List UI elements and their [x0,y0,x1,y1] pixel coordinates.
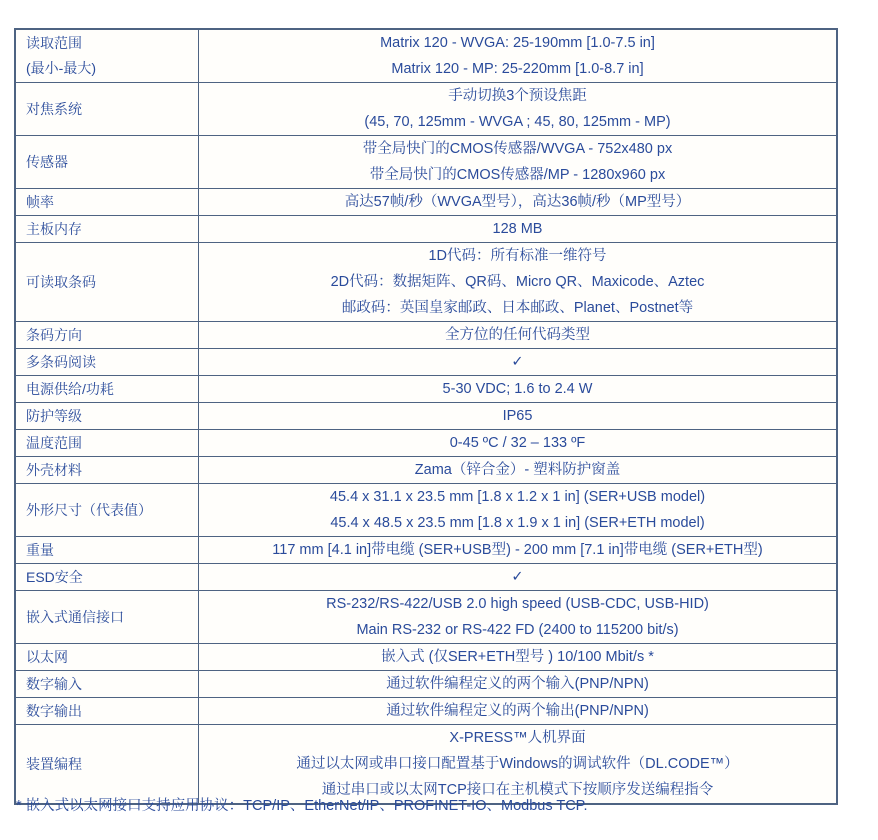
spec-row [16,83,836,136]
spec-value-line: 带全局快门的CMOS传感器/WVGA - 752x480 px [362,141,673,157]
spec-label-line: 传感器 [26,153,68,170]
spec-label [16,484,199,536]
spec-label [16,376,199,402]
spec-label [16,349,199,375]
spec-value-line: 0-45 ºC / 32 – 133 ºF [449,435,586,451]
spec-value [199,136,836,188]
spec-value-line: IP65 [502,408,533,424]
spec-label-line: 装置编程 [26,755,82,772]
spec-label-line: 帧率 [26,193,54,210]
spec-value-line: 117 mm [4.1 in]带电缆 (SER+USB型) - 200 mm [7.1 in]带电缆 (SER+ETH型) [272,542,763,558]
spec-label-line: 外壳材料 [26,461,82,478]
spec-label-line: 以太网 [26,648,68,665]
spec-value [199,216,836,242]
spec-value-line: ✓ [511,569,524,585]
spec-row [16,243,836,322]
spec-label [16,698,199,724]
spec-row [16,671,836,698]
spec-label [16,136,199,188]
spec-label-line: 数字输出 [26,702,82,719]
spec-value [199,457,836,483]
spec-value-line: RS-232/RS-422/USB 2.0 high speed (USB-CDC, USB-HID) [326,596,709,612]
spec-value-line: 嵌入式 (仅SER+ETH型号 ) 10/100 Mbit/s * [381,649,654,665]
spec-value [199,349,836,375]
spec-value-line: 通过软件编程定义的两个输入(PNP/NPN) [386,676,649,692]
spec-label-line: 电源供给/功耗 [26,380,114,397]
spec-value-line: 全方位的任何代码类型 [445,327,590,343]
spec-value [199,30,836,82]
spec-label [16,671,199,697]
spec-label-line: 防护等级 [26,407,82,424]
spec-value [199,725,836,803]
spec-value-line: Matrix 120 - WVGA: 25-190mm [1.0-7.5 in] [380,35,655,51]
spec-value [199,564,836,590]
spec-value [199,322,836,348]
spec-value-line: 通过以太网或串口接口配置基于Windows的调试软件（DL.CODE™） [296,756,739,772]
spec-row [16,698,836,725]
spec-row [16,537,836,564]
spec-value [199,376,836,402]
spec-value-line: 邮政码：英国皇家邮政、日本邮政、Planet、Postnet等 [341,300,694,316]
spec-row [16,322,836,349]
spec-label-line: 主板内存 [26,220,82,237]
spec-row [16,484,836,537]
spec-label [16,644,199,670]
spec-label [16,243,199,321]
spec-value-line: Main RS-232 or RS-422 FD (2400 to 115200 bit/s) [356,622,679,638]
spec-value-line: 1D代码：所有标准一维符号 [428,248,607,264]
spec-label [16,725,199,803]
spec-label-line: (最小-最大) [26,60,96,76]
spec-label-line: ESD安全 [26,568,83,585]
spec-value-line: 通过软件编程定义的两个输出(PNP/NPN) [386,703,649,719]
spec-value [199,644,836,670]
spec-row [16,564,836,591]
spec-value-line: 通过串口或以太网TCP接口在主机模式下按顺序发送编程指令 [321,782,714,798]
spec-label-line: 可读取条码 [26,273,96,290]
spec-value-line: 5-30 VDC; 1.6 to 2.4 W [442,381,593,397]
spec-value-line: 高达57帧/秒（WVGA型号），高达36帧/秒（MP型号） [344,194,691,210]
spec-value-line: X-PRESS™人机界面 [449,730,586,746]
spec-label [16,216,199,242]
spec-label-line: 外形尺寸（代表值） [26,501,152,518]
spec-row [16,216,836,243]
spec-value-line: 带全局快门的CMOS传感器/MP - 1280x960 px [369,167,666,183]
spec-label [16,189,199,215]
spec-label [16,591,199,643]
spec-value-line: ✓ [511,354,524,370]
spec-label-line: 多条码阅读 [26,353,96,370]
spec-row [16,349,836,376]
spec-value [199,537,836,563]
spec-row [16,725,836,803]
spec-value-line: Zama（锌合金）- 塑料防护窗盖 [414,462,621,478]
spec-row [16,430,836,457]
spec-row [16,591,836,644]
spec-value [199,591,836,643]
spec-value [199,83,836,135]
spec-row [16,30,836,83]
spec-value-line: 2D代码：数据矩阵、QR码、Micro QR、Maxicode、Aztec [330,274,705,290]
spec-label [16,403,199,429]
spec-label [16,430,199,456]
spec-label-line: 对焦系统 [26,100,82,117]
spec-label [16,564,199,590]
spec-value-line: 128 MB [492,221,543,237]
spec-table [14,28,838,805]
spec-value-line: 手动切换3个预设焦距 [448,88,587,104]
spec-row [16,136,836,189]
spec-value-line: 45.4 x 31.1 x 23.5 mm [1.8 x 1.2 x 1 in] (SER+USB model) [329,489,706,505]
spec-label-line: 重量 [26,541,54,558]
spec-row [16,403,836,430]
spec-label-line: 条码方向 [26,326,82,343]
spec-value-line: 45.4 x 48.5 x 23.5 mm [1.8 x 1.9 x 1 in] (SER+ETH model) [330,515,705,531]
spec-label-line: 读取范围 [26,35,82,51]
spec-value [199,484,836,536]
spec-label [16,30,199,82]
spec-value [199,189,836,215]
spec-row [16,376,836,403]
spec-label-line: 数字输入 [26,675,82,692]
spec-label-line: 温度范围 [26,434,82,451]
spec-label [16,457,199,483]
spec-row [16,457,836,484]
spec-row [16,644,836,671]
spec-label [16,537,199,563]
spec-label-line: 嵌入式通信接口 [26,608,124,625]
footnote: * 嵌入式以太网接口支持应用协议：TCP/IP、EtherNet/IP、PROFINET-IO、Modbus TCP. [16,798,588,814]
spec-value [199,698,836,724]
spec-value [199,430,836,456]
spec-value-line: (45, 70, 125mm - WVGA ; 45, 80, 125mm - MP) [364,114,671,130]
spec-value [199,243,836,321]
spec-value [199,403,836,429]
spec-label [16,83,199,135]
spec-label [16,322,199,348]
spec-value [199,671,836,697]
spec-value-line: Matrix 120 - MP: 25-220mm [1.0-8.7 in] [391,61,644,77]
spec-row [16,189,836,216]
